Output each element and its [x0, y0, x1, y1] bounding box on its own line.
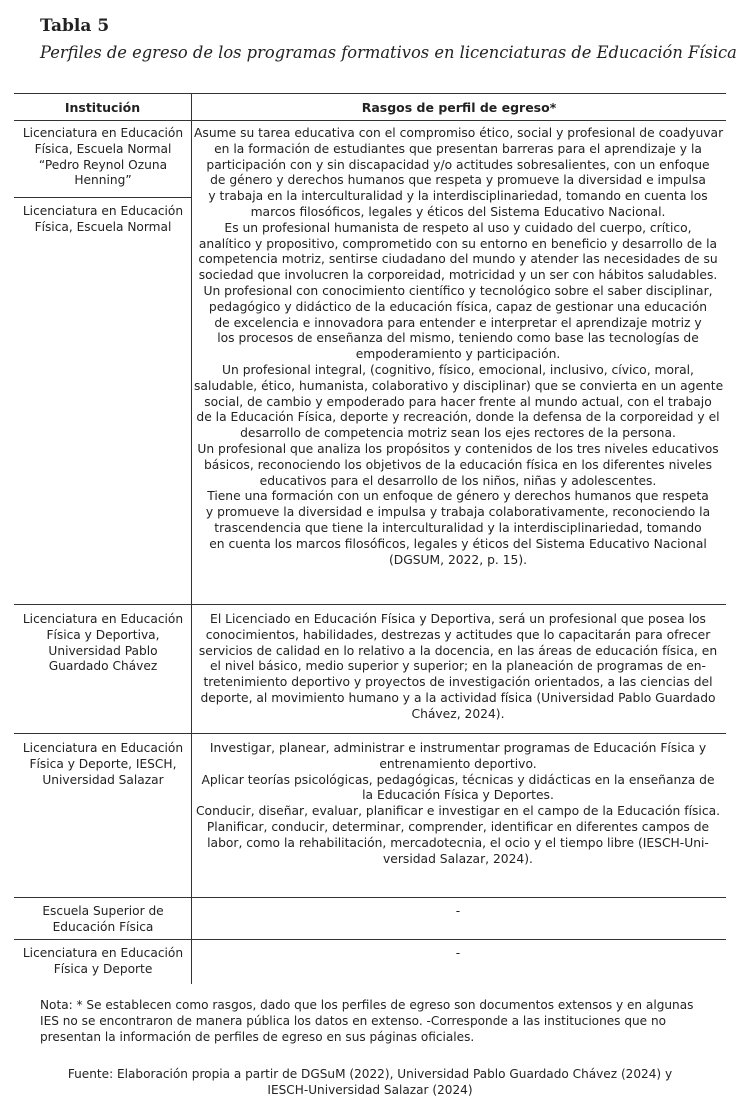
traits-line: marcos filosóficos, legales y éticos del Sistema Educativo Nacional. — [250, 204, 666, 219]
institution-line: Licenciatura en Educación — [22, 204, 184, 218]
traits-line: competencia motriz, sentirse ciudadano del mundo y atender las necesidades de su — [198, 252, 718, 267]
note-line: Nota: * Se establecen como rasgos, dado que los perfiles de egreso son documentos extensos y en algunas — [40, 998, 694, 1012]
traits-line: de la Educación Física, deporte y recreación, donde la defensa de la corporeidad y el — [196, 410, 720, 425]
source-line: Fuente: Elaboración propia a partir de DGSuM (2022), Universidad Pablo Guardado Chávez (2024) y — [67, 1067, 673, 1081]
institution-cell-5 — [16, 904, 190, 936]
traits-line: Un profesional que analiza los propósitos y contenidos de los tres niveles educativos — [197, 441, 719, 456]
traits-line: básicos, reconociendo los objetivos de la educación física en los diferentes niveles — [203, 457, 713, 472]
traits-line: Un profesional con conocimiento científico y tecnológico sobre el saber disciplinar, — [203, 283, 713, 298]
header-traits: Rasgos de perfil de egreso* — [361, 100, 557, 115]
traits-line: - — [455, 946, 461, 960]
traits-line: en la formación de estudiantes que presentan barreras para el aprendizaje y la — [214, 141, 702, 156]
institution-line: Licenciatura en Educación — [22, 946, 184, 960]
traits-line: tretenimiento deportivo y proyectos de investigación orientados, a las ciencias del — [203, 675, 713, 690]
traits-line: servicios de calidad en lo relativo a la docencia, en las áreas de educación física, en — [198, 643, 718, 658]
institution-cell-1 — [16, 126, 190, 189]
institution-cell-2 — [16, 204, 190, 236]
table-top-rule — [14, 93, 726, 94]
traits-line: participación con y sin discapacidad y/o actitudes sobresalientes, con un enfoque — [206, 157, 710, 172]
traits-cell-4 — [194, 741, 722, 867]
note-line: IES no se encontraron de manera pública los datos en extenso. -Corresponde a las instituciones que no — [40, 1014, 667, 1028]
row-separator-5 — [14, 939, 726, 940]
traits-line: labor, como la rehabilitación, mercadotecnia, el ocio y el tiempo libre (IESCH-Uni- — [207, 835, 709, 850]
traits-line: Es un profesional humanista de respeto al uso y cuidado del cuerpo, crítico, — [224, 220, 692, 235]
traits-line: la Educación Física y Deportes. — [362, 788, 554, 803]
traits-line: sociedad que involucren la corporeidad, motricidad y un ser con hábitos saludables. — [198, 268, 718, 283]
traits-line: educativos para el desarrollo de los niños, niñas y adolescentes. — [259, 473, 657, 488]
institution-cell-6 — [16, 946, 190, 978]
traits-line: Tiene una formación con un enfoque de género y derechos humanos que respeta — [207, 489, 709, 504]
institution-line: Física y Deporte, IESCH, — [29, 756, 177, 771]
institution-line: Guardado Chávez — [48, 659, 158, 674]
traits-line: de género y derechos humanos que respeta y promueve la diversidad e impulsa — [210, 173, 706, 188]
traits-line: desarrollo de competencia motriz sean los ejes rectores de la persona. — [240, 426, 676, 441]
institution-line: Física, Escuela Normal — [34, 219, 172, 234]
traits-line: el nivel básico, medio superior y superior; en la planeación de programas de en- — [209, 659, 706, 674]
institution-line: Licenciatura en Educación — [22, 126, 184, 140]
traits-line: (DGSUM, 2022, p. 15). — [388, 552, 528, 567]
traits-line: Un profesional integral, (cognitivo, físico, emocional, inclusivo, cívico, moral, — [222, 362, 694, 377]
institution-line: Licenciatura en Educación — [22, 741, 184, 755]
traits-cell-6 — [194, 946, 722, 962]
traits-line: versidad Salazar, 2024). — [383, 851, 533, 866]
institution-line: Escuela Superior de — [42, 904, 164, 918]
traits-line: empoderamiento y participación. — [355, 347, 561, 362]
header-institution: Institución — [64, 100, 141, 115]
traits-line: Planificar, conducir, determinar, comprender, identificar en diferentes campos de — [206, 819, 710, 834]
institution-line: Licenciatura en Educación — [22, 612, 184, 626]
table-note — [40, 997, 710, 1045]
note-line: presentan la información de perfiles de egreso en sus páginas oficiales. — [40, 1030, 475, 1044]
row-separator-1 — [14, 197, 191, 198]
traits-line: saludable, ético, humanista, colaborativo y disciplinar) que se convierta en un agente — [194, 378, 724, 393]
institution-line: Educación Física — [52, 919, 154, 934]
row-separator-3 — [14, 733, 726, 734]
traits-line: Conducir, diseñar, evaluar, planificar e investigar en el campo de la Educación física. — [195, 804, 721, 819]
institution-line: Física y Deportiva, — [46, 627, 160, 642]
institution-line: Henning” — [74, 173, 132, 188]
traits-line: trascendencia que tiene la interculturalidad y la interdisciplinariedad, tomando — [214, 520, 702, 535]
traits-line: Asume su tarea educativa con el compromiso ético, social y profesional de coadyuvar — [194, 126, 724, 140]
traits-line: entrenamiento deportivo. — [379, 756, 537, 771]
traits-line: social, de cambio y empoderado para hacer frente al mundo actual, con el trabajo — [204, 394, 712, 409]
institution-cell-3 — [16, 612, 190, 675]
traits-line: deporte, al movimiento humano y a la actividad física (Universidad Pablo Guardado — [200, 690, 716, 705]
institution-line: Universidad Pablo — [48, 643, 158, 658]
traits-line: pedagógico y didáctico de la educación física, capaz de gestionar una educación — [208, 299, 708, 314]
row-separator-4 — [14, 897, 726, 898]
institution-cell-4 — [16, 741, 190, 788]
header-bottom-rule — [14, 120, 726, 121]
traits-line: y trabaja en la interculturalidad y la interdisciplinariedad, tomando en cuenta los — [208, 189, 708, 204]
source-line: IESCH-Universidad Salazar (2024) — [267, 1083, 473, 1097]
row-separator-2 — [14, 604, 726, 605]
institution-line: Física y Deporte — [53, 961, 153, 976]
traits-line: Chávez, 2024). — [411, 706, 505, 721]
table-source — [14, 1066, 726, 1098]
traits-line: en cuenta los marcos filosóficos, legales y éticos del Sistema Educativo Nacional — [209, 536, 707, 551]
traits-line: - — [455, 904, 461, 918]
table-title: Tabla 5 — [40, 16, 110, 36]
traits-line: los procesos de enseñanza del mismo, teniendo como base las tecnologías de — [217, 331, 699, 346]
traits-cell-5 — [194, 904, 722, 920]
column-divider — [191, 93, 192, 984]
traits-cell-3 — [194, 612, 722, 723]
institution-line: Universidad Salazar — [42, 772, 164, 787]
traits-line: El Licenciado en Educación Física y Deportiva, será un profesional que posea los — [210, 612, 706, 626]
institution-line: “Pedro Reynol Ozuna — [38, 157, 168, 172]
traits-line: Aplicar teorías psicológicas, pedagógicas, técnicas y didácticas en la enseñanza de — [201, 772, 715, 787]
traits-cell-2 — [194, 126, 722, 568]
traits-line: y promueve la diversidad e impulsa y trabaja colaborativamente, reconociendo la — [205, 505, 711, 520]
traits-line: de excelencia e innovadora para entender e interpretar el aprendizaje motriz y — [214, 315, 702, 330]
traits-line: Investigar, planear, administrar e instrumentar programas de Educación Física y — [209, 741, 707, 755]
institution-line: Física, Escuela Normal — [34, 141, 172, 156]
traits-line: analítico y propositivo, comprometido con su entorno en beneficio y desarrollo de la — [198, 236, 718, 251]
traits-line: conocimientos, habilidades, destrezas y actitudes que lo capacitarán para ofrecer — [205, 627, 711, 642]
table-subtitle: Perfiles de egreso de los programas formativos en licenciaturas de Educación Física — [40, 43, 737, 62]
